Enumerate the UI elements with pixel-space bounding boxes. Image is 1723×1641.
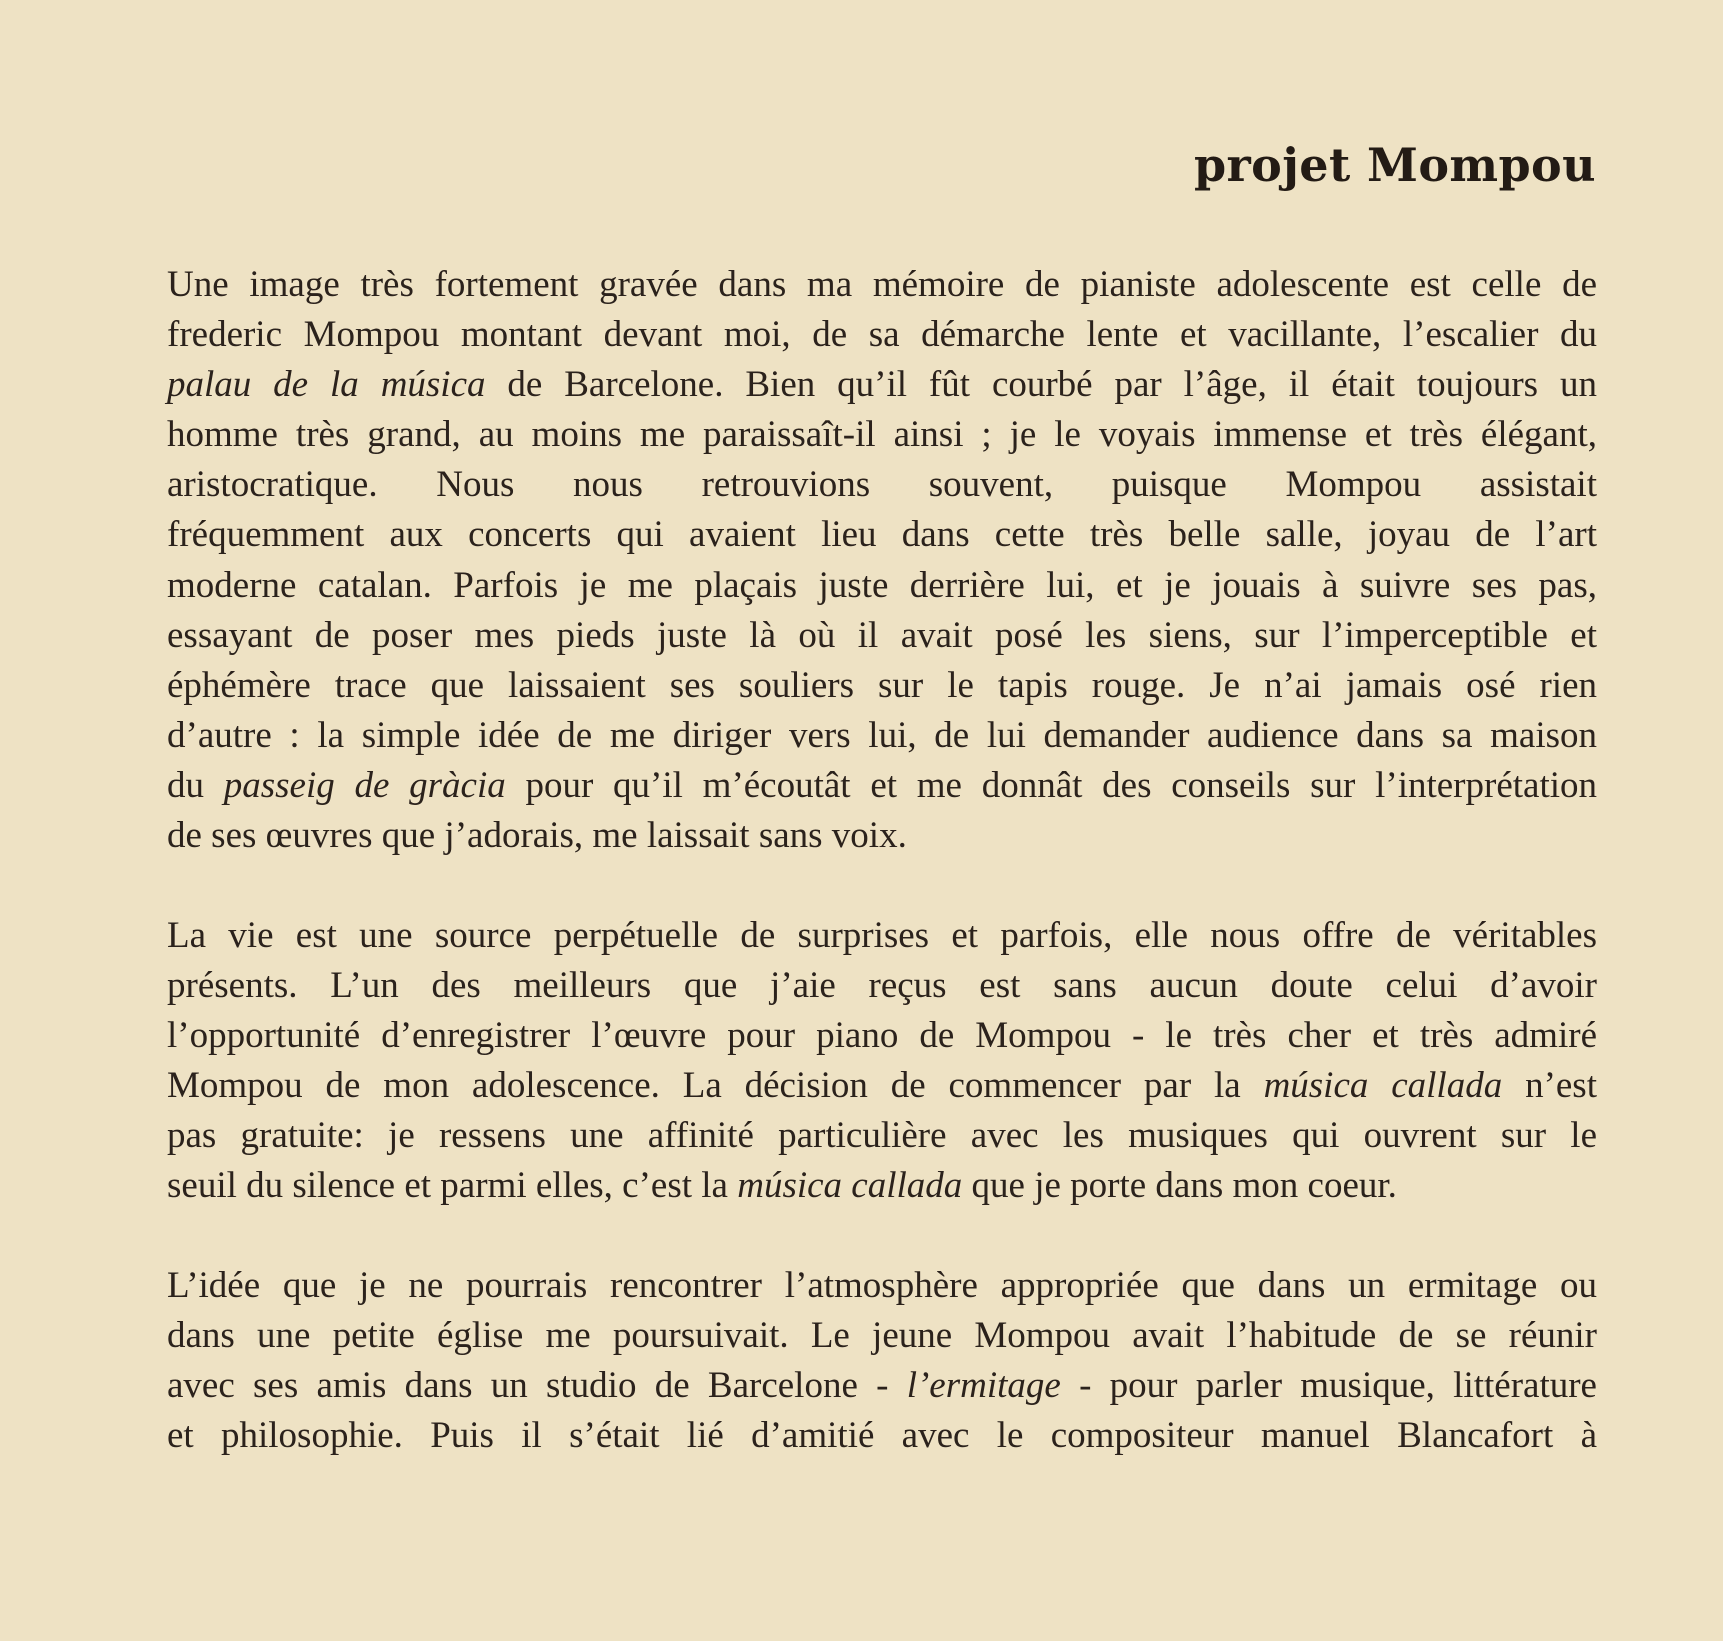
italic-term: passeig de gràcia xyxy=(223,764,506,806)
italic-term: música callada xyxy=(1263,1065,1503,1107)
paragraph-line: dans une petite église me poursuivait. Le jeune Mompou avait l’habitude de se réunir xyxy=(167,1315,1597,1357)
paragraph-line: palau de la música de Barcelone. Bien qu’il fût courbé par l’âge, il était toujours un xyxy=(167,364,1597,406)
paragraph-1 xyxy=(167,260,1597,861)
paragraph-2 xyxy=(167,911,1597,1212)
paragraph-line: et philosophie. Puis il s’était lié d’amitié avec le compositeur manuel Blancafort à xyxy=(167,1415,1597,1457)
paragraph-3 xyxy=(167,1261,1597,1461)
paragraph-line: aristocratique. Nous nous retrouvions souvent, puisque Mompou assistait xyxy=(167,464,1597,506)
paragraph-line: essayant de poser mes pieds juste là où il avait posé les siens, sur l’imperceptible et xyxy=(167,614,1597,656)
italic-term: música callada xyxy=(737,1165,963,1207)
paragraph-line: éphémère trace que laissaient ses souliers sur le tapis rouge. Je n’ai jamais osé rien xyxy=(167,664,1597,706)
paragraph-line: frederic Mompou montant devant moi, de sa démarche lente et vacillante, l’escalier du xyxy=(167,314,1597,356)
paragraph-line: du passeig de gràcia pour qu’il m’écoutât et me donnât des conseils sur l’interprétation xyxy=(167,764,1598,806)
paragraph-line: d’autre : la simple idée de me diriger vers lui, de lui demander audience dans sa maison xyxy=(167,714,1597,756)
italic-term: l’ermitage xyxy=(906,1365,1061,1407)
paragraph-line: présents. L’un des meilleurs que j’aie reçus est sans aucun doute celui d’avoir xyxy=(167,965,1597,1007)
paragraph-line: pas gratuite: je ressens une affinité particulière avec les musiques qui ouvrent sur le xyxy=(167,1115,1597,1157)
paragraph-line: homme très grand, au moins me paraissaît-il ainsi ; je le voyais immense et très élégant, xyxy=(167,414,1597,456)
paragraph-line: Une image très fortement gravée dans ma mémoire de pianiste adolescente est celle de xyxy=(167,264,1597,305)
page-title: projet Mompou xyxy=(1193,138,1596,192)
paragraph-line: avec ses amis dans un studio de Barcelone - l’ermitage - pour parler musique, littérature xyxy=(167,1365,1597,1407)
paragraph-line: seuil du silence et parmi elles, c’est la música callada que je porte dans mon coeur. xyxy=(167,1165,1397,1207)
paragraph-line: fréquemment aux concerts qui avaient lieu dans cette très belle salle, joyau de l’art xyxy=(167,514,1597,556)
paragraph-line: l’opportunité d’enregistrer l’œuvre pour piano de Mompou - le très cher et très admiré xyxy=(167,1015,1597,1057)
paragraph-line: de ses œuvres que j’adorais, me laissait sans voix. xyxy=(167,815,907,857)
italic-term: palau de la música xyxy=(167,364,486,406)
paragraph-line: moderne catalan. Parfois je me plaçais juste derrière lui, et je jouais à suivre ses pas, xyxy=(167,564,1597,606)
paragraph-line: L’idée que je ne pourrais rencontrer l’atmosphère appropriée que dans un ermitage ou xyxy=(167,1265,1597,1306)
paragraph-line: Mompou de mon adolescence. La décision de commencer par la música callada n’est xyxy=(167,1065,1597,1107)
paragraph-line: La vie est une source perpétuelle de surprises et parfois, elle nous offre de véritables xyxy=(167,915,1597,956)
